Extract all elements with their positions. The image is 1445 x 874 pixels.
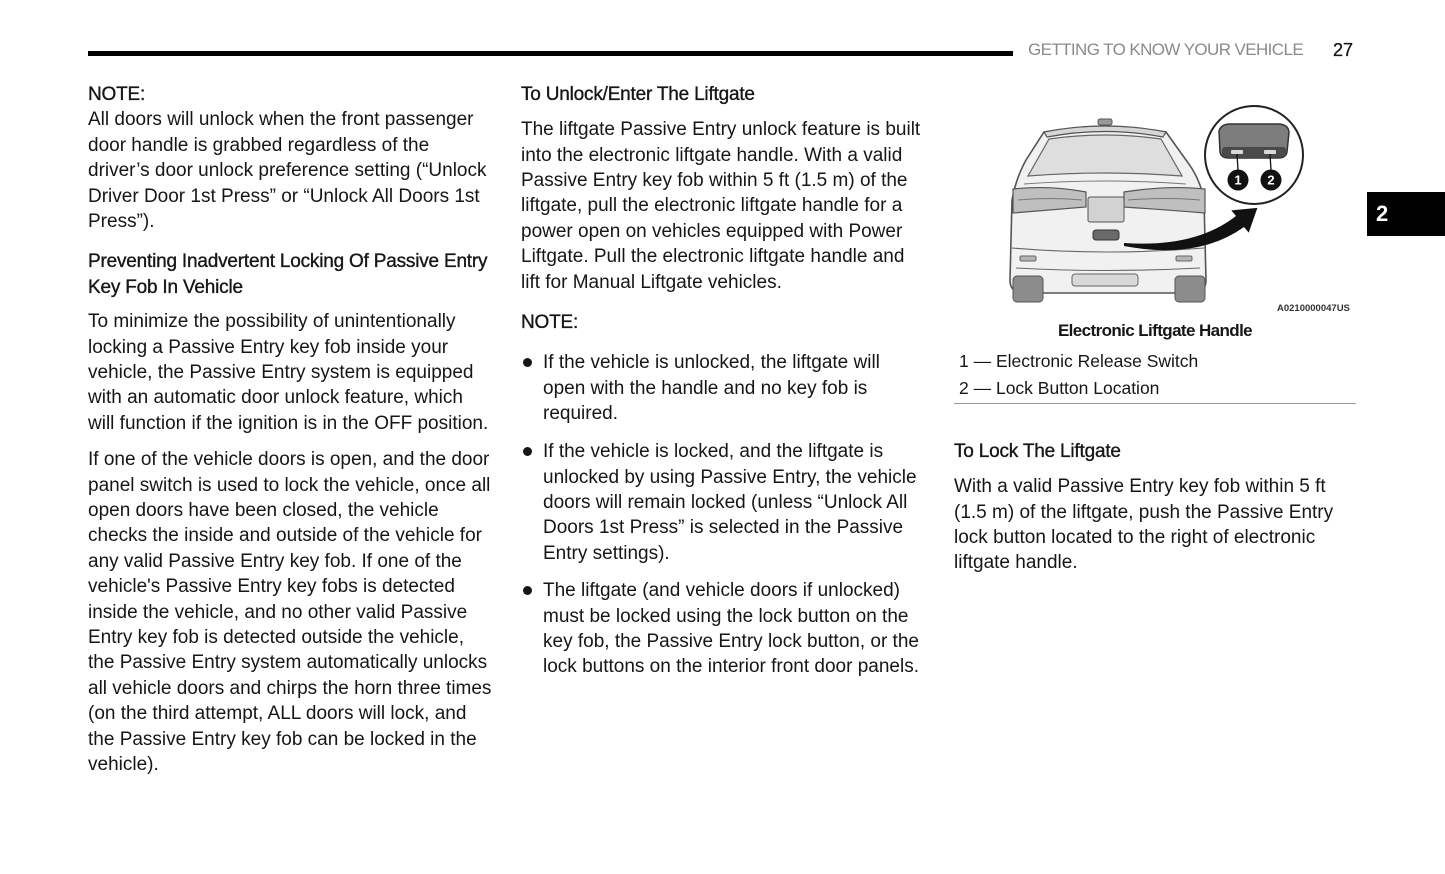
- callout-number: 2: [1267, 172, 1275, 188]
- bullet-line: unlocked by using Passive Entry, the vehicle: [543, 466, 917, 488]
- bullet-line: Entry settings).: [543, 542, 670, 564]
- bullet-line: If the vehicle is locked, and the liftgate is: [543, 441, 884, 463]
- section-heading-unlock-liftgate: [521, 82, 755, 107]
- vehicle-rear-illustration: [1010, 119, 1206, 302]
- handle-detail-inset: [1205, 106, 1303, 204]
- bullet-line: If the vehicle is unlocked, the liftgate will: [543, 352, 880, 374]
- legend-item: 1 — Electronic Release Switch: [959, 350, 1199, 371]
- note-line: driver’s door unlock preference setting (“Unlock: [88, 160, 487, 182]
- paragraph-liftgate-unlock: [521, 117, 920, 295]
- paragraph-line: locking a Passive Entry key fob inside your: [88, 336, 449, 358]
- paragraph-line: checks the inside and outside of the vehicle for: [88, 525, 482, 547]
- note-line: door handle is grabbed regardless of the: [88, 134, 430, 156]
- page-number: 27: [1333, 40, 1354, 60]
- chapter-tab: [1367, 192, 1445, 236]
- paragraph-line: To minimize the possibility of unintentionally: [88, 311, 456, 333]
- figure-code: A0210000047US: [1277, 303, 1350, 314]
- paragraph-line: (on the third attempt, ALL doors will lock, and: [88, 703, 467, 725]
- header-rule: [88, 51, 1013, 56]
- paragraph-line: inside the vehicle, and no other valid Passive: [88, 601, 468, 623]
- section-heading-lock-liftgate: [954, 439, 1121, 464]
- note-line: Press”).: [88, 210, 155, 232]
- bullet-line: must be locked using the lock button on the: [543, 605, 909, 627]
- paragraph-line: (1.5 m) of the liftgate, push the Passive Entry: [954, 501, 1334, 523]
- section-heading-preventing-locking: [88, 249, 487, 300]
- heading-line: To Unlock/Enter The Liftgate: [521, 84, 755, 106]
- paragraph-line: liftgate handle.: [954, 552, 1078, 574]
- bullet-line: open with the handle and no key fob is: [543, 377, 868, 399]
- paragraph-line: will function if the ignition is in the OFF position.: [88, 412, 489, 434]
- rear-fascia-insert: [1072, 274, 1138, 286]
- bullet-line: Doors 1st Press” is selected in the Passive: [543, 517, 904, 539]
- paragraph-line: Passive Entry key fob within 5 ft (1.5 m) of the: [521, 170, 908, 192]
- paragraph-line: open doors have been closed, the vehicle: [88, 500, 439, 522]
- paragraph-line: all vehicle doors and chirps the horn three times: [88, 677, 492, 699]
- figure-divider: [954, 403, 1356, 404]
- note-line: Driver Door 1st Press” or “Unlock All Doors 1st: [88, 185, 480, 207]
- figure-legend: [959, 348, 1198, 402]
- third-brake-light: [1098, 119, 1112, 125]
- bullet-icon: [523, 586, 532, 595]
- legend-item: 2 — Lock Button Location: [959, 377, 1160, 398]
- right-rear-tire: [1175, 276, 1205, 302]
- front-door-note: [88, 82, 486, 234]
- paragraph-line: power open on vehicles equipped with Power: [521, 220, 903, 242]
- heading-line: Preventing Inadvertent Locking Of Passive Entry: [88, 251, 488, 273]
- paragraph-line: The liftgate Passive Entry unlock feature is built: [521, 119, 921, 141]
- paragraph-line: into the electronic liftgate handle. With a valid: [521, 144, 903, 166]
- paragraph-line: panel switch is used to lock the vehicle, once all: [88, 474, 491, 496]
- heading-line: Key Fob In Vehicle: [88, 276, 243, 298]
- bullet-icon: [523, 447, 532, 456]
- left-reflector: [1020, 256, 1036, 261]
- electronic-release-switch: [1231, 150, 1243, 154]
- liftgate-note: [521, 310, 578, 335]
- bullet-line: doors will remain locked (unless “Unlock All: [543, 492, 908, 514]
- bullet-line: The liftgate (and vehicle doors if unlocked): [543, 580, 900, 602]
- bullet-icon: [523, 358, 532, 367]
- bullet-item: [521, 439, 917, 566]
- liftgate-handle-figure: [1000, 100, 1310, 305]
- rear-window: [1028, 135, 1182, 176]
- paragraph-line: any valid Passive Entry key fob. If one of the: [88, 550, 462, 572]
- paragraph-line: the Passive Entry key fob can be locked in the: [88, 728, 477, 750]
- paragraph-line: lock button located to the right of electronic: [954, 527, 1316, 549]
- callout-number: 1: [1234, 172, 1242, 188]
- paragraph-liftgate-lock: [954, 474, 1333, 576]
- paragraph-auto-unlock: [88, 309, 488, 436]
- bullet-item: [521, 350, 880, 426]
- note-label: NOTE:: [88, 84, 146, 105]
- paragraph-line: vehicle's Passive Entry key fobs is detected: [88, 576, 455, 598]
- right-reflector: [1176, 256, 1192, 261]
- paragraph-line: If one of the vehicle doors is open, and the door: [88, 449, 490, 471]
- paragraph-line: the Passive Entry system automatically unlocks: [88, 652, 488, 674]
- paragraph-line: with an automatic door unlock feature, which: [88, 387, 463, 409]
- paragraph-line: Liftgate. Pull the electronic liftgate handle and: [521, 246, 905, 268]
- license-plate: [1088, 197, 1124, 222]
- paragraph-line: vehicle).: [88, 753, 159, 775]
- liftgate-handle: [1093, 230, 1119, 240]
- paragraph-line: With a valid Passive Entry key fob within 5 ft: [954, 476, 1326, 498]
- bullet-item: [521, 578, 919, 680]
- paragraph-line: vehicle, the Passive Entry system is equipped: [88, 362, 474, 384]
- chapter-tab-number: 2: [1376, 201, 1389, 226]
- heading-line: To Lock The Liftgate: [954, 441, 1121, 463]
- figure-caption: Electronic Liftgate Handle: [1057, 321, 1253, 340]
- note-line: All doors will unlock when the front passenger: [88, 109, 474, 131]
- paragraph-door-open-check: [88, 447, 491, 777]
- paragraph-line: liftgate, pull the electronic liftgate handle for a: [521, 195, 903, 217]
- lock-button: [1264, 150, 1276, 154]
- bullet-line: required.: [543, 403, 618, 425]
- note-label: NOTE:: [521, 312, 579, 334]
- left-rear-tire: [1013, 276, 1043, 302]
- section-title: GETTING TO KNOW YOUR VEHICLE: [1028, 40, 1304, 59]
- paragraph-line: Entry key fob is detected outside the vehicle,: [88, 627, 464, 649]
- paragraph-line: lift for Manual Liftgate vehicles.: [521, 271, 782, 293]
- bullet-line: lock buttons on the interior front door panels.: [543, 656, 920, 678]
- bullet-line: key fob, the Passive Entry lock button, or the: [543, 631, 919, 653]
